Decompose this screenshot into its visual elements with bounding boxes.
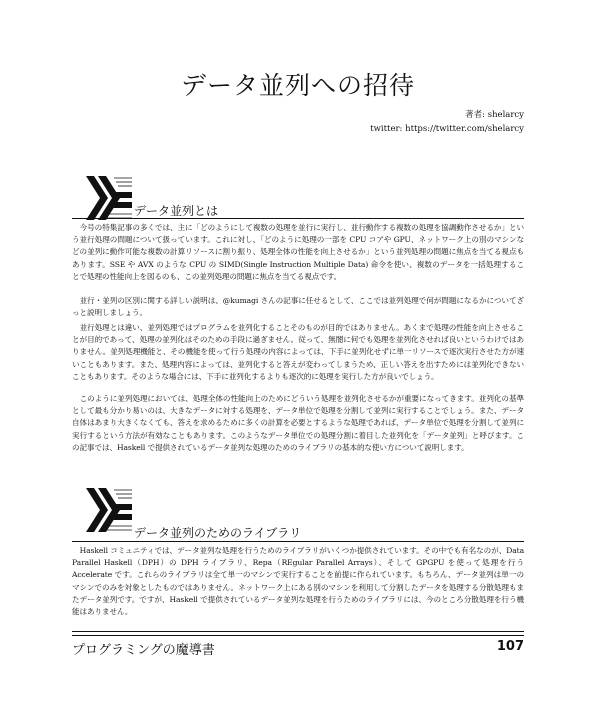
paragraph: 並行・並列の区別に関する詳しい説明は、@kumagi さんの記事に任せるとして、ここでは並列処理で何が問題になるかについてざっと説明しましょう。	[72, 296, 524, 318]
haskell-logo-icon	[86, 176, 132, 220]
footer-book-title: プログラミングの魔導書	[72, 643, 215, 658]
author-line: 著者: shelarcy	[465, 110, 524, 120]
page-number: 107	[496, 639, 524, 654]
paragraph: このように並列処理においては、処理全体の性能向上のためにどういう処理を並列化させるかが重要になってきます。並列化の基準として最も分かり易いのは、大きなデータに対する処理を、データ単位で処理を分割して並列に実行することでしょう。また、データ自体はあまり大きくなくても、答えを求めるために多くの計算を必要とするような処理であれば、データ単位で処理を分割して並列に実行するという方法が有効なこともあります。このようなデータ単位での処理分割に着目した並列化を「データ並列」と呼びます。この記事では、Haskell で提供されているデータ並列な処理のためのライブラリの基本的な使い方について説明します。	[72, 394, 524, 452]
paragraph: Haskell コミュニティでは、データ並列な処理を行うためのライブラリがいくつか提供されています。その中でも有名なのが、Data Parallel Haskell（DPH）の DPH ライブラリ、Repa（REgular Parallel Arrays）、そして GPGPU を使って処理を行う Accelerate です。これらのライブラリは全て単一のマシンで実行することを前提に作られています。もちろん、データ並列は単一のマシンでのみを対象としたものではありません。ネットワーク上にある別のマシンを利用して分割したデータを処理する分散処理もまたデータ並列です。ですが、Haskell で提供されているデータ並列な処理を行うためのライブラリには、今のところ分散処理を行う機能はありません。	[72, 546, 524, 617]
section-heading: データ並列のためのライブラリ	[134, 526, 302, 540]
section-rule	[72, 218, 524, 219]
footer-rule	[72, 635, 524, 636]
paragraph: 今号の特集記事の多くでは、主に「どのようにして複数の処理を並行に実行し、並行動作する複数の処理を協調動作させるか」という並行処理の問題について扱っています。これに対し、「どのように処理の一部を CPU コアや GPU、ネットワーク上の別のマシンなどの並列に動作可能な複数の計算リソースに割り振り、処理全体の性能を向上させるか」という並列処理の問題に焦点を当てる視点もあります。SSE や AVX のような CPU の SIMD(Single Instruction Multiple Data) 命令を使い、複数のデータを一括処理することで処理の性能向上を図るのも、この並列処理の問題に焦点を当てる視点です。	[72, 223, 524, 281]
footer-rule	[72, 631, 524, 632]
haskell-logo-icon	[86, 488, 132, 532]
page-title: データ並列への招待	[180, 71, 415, 100]
paragraph: 並行処理とは違い、並列処理ではプログラムを並列化することそのものが目的ではありません。あくまで処理の性能を向上させることが目的であって、処理の並列化はそのための手段に過ぎません。従って、無闇に何でも処理を並列化させれば良いというわけではありません。並列処理機能と、その機能を使って行う処理の内容によっては、下手に並列化せずに単一リソースで逐次実行させた方が速いこともあります。また、処理内容によっては、並列化すると答えが変わってしまうため、正しい答えを出すためには並列化できないこともあります。そのような場合には、下手に並列化するよりも逐次的に処理を実行した方が良いでしょう。	[72, 323, 524, 381]
section-rule	[72, 541, 524, 542]
section-heading: データ並列とは	[134, 204, 219, 218]
twitter-line: twitter: https://twitter.com/shelarcy	[370, 124, 524, 134]
